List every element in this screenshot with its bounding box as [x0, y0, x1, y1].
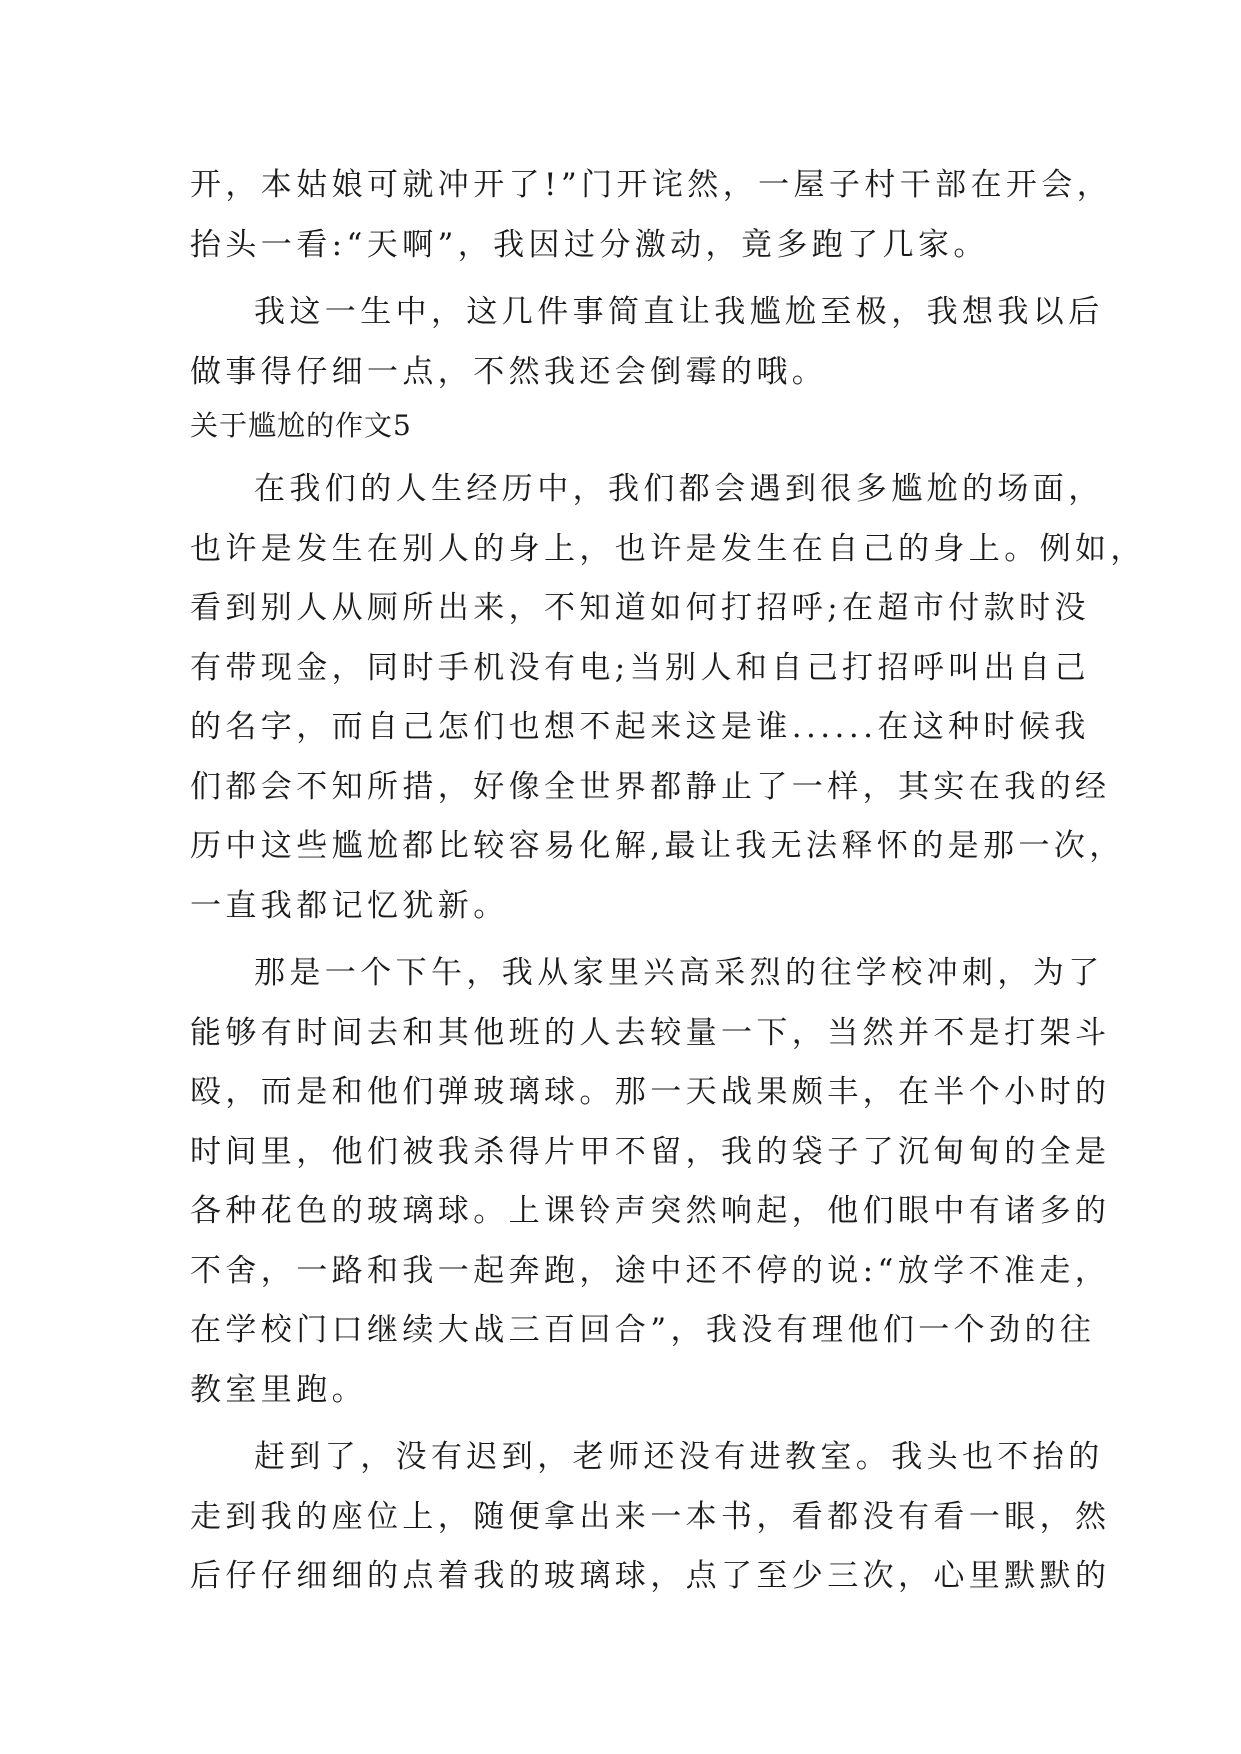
text-line: 看到别人从厕所出来，不知道如何打招呼;在超市付款时没	[190, 590, 1090, 626]
text-line: 教室里跑。	[190, 1371, 367, 1408]
text-line: 殴，而是和他们弹玻璃球。那一天战果颇丰，在半个小时的	[190, 1074, 1111, 1110]
text-line: 们都会不知所措，好像全世界都静止了一样，其实在我的经	[190, 768, 1111, 805]
text-line: 开，本姑娘可就冲开了!”门开诧然，一屋子村干部在开会，	[190, 167, 1113, 203]
text-line: 历中这些尴尬都比较容易化解,最让我无法释怀的是那一次，	[190, 828, 1125, 864]
text-line: 的名字，而自己怎们也想不起来这是谁......在这种时候我	[190, 709, 1090, 745]
text-line: 做事得仔细一点，不然我还会倒霉的哦。	[190, 353, 828, 390]
text-line: 也许是发生在别人的身上，也许是发生在自己的身上。例如，	[190, 530, 1146, 567]
text-line: 赶到了，没有迟到，老师还没有进教室。我头也不抬的	[254, 1439, 1104, 1475]
text-line: 一直我都记忆犹新。	[190, 887, 509, 924]
text-line: 我这一生中，这几件事简直让我尴尬至极，我想我以后	[254, 294, 1104, 330]
text-line: 不舍，一路和我一起奔跑，途中还不停的说:“放学不准走，	[190, 1252, 1111, 1289]
text-line: 在学校门口继续大战三百回合”，我没有理他们一个劲的往	[190, 1312, 1096, 1348]
section-heading: 关于尴尬的作文5	[190, 409, 412, 442]
text-line: 时间里，他们被我杀得片甲不留，我的袋子了沉甸甸的全是	[190, 1133, 1111, 1170]
document-body	[190, 156, 1146, 1607]
text-line: 那是一个下午，我从家里兴高采烈的往学校冲刺，为了	[254, 955, 1104, 991]
text-line: 在我们的人生经历中，我们都会遇到很多尴尬的场面，	[254, 471, 1104, 507]
text-line: 抬头一看:“天啊”，我因过分激动，竟多跑了几家。	[190, 226, 989, 263]
text-line: 能够有时间去和其他班的人去较量一下，当然并不是打架斗	[190, 1014, 1111, 1051]
text-line: 有带现金，同时手机没有电;当别人和自己打招呼叫出自己	[190, 649, 1090, 686]
text-line: 走到我的座位上，随便拿出来一本书，看都没有看一眼，然	[190, 1498, 1111, 1535]
text-line: 各种花色的玻璃球。上课铃声突然响起，他们眼中有诸多的	[190, 1193, 1111, 1229]
text-line: 后仔仔细细的点着我的玻璃球，点了至少三次，心里默默的	[190, 1558, 1111, 1594]
